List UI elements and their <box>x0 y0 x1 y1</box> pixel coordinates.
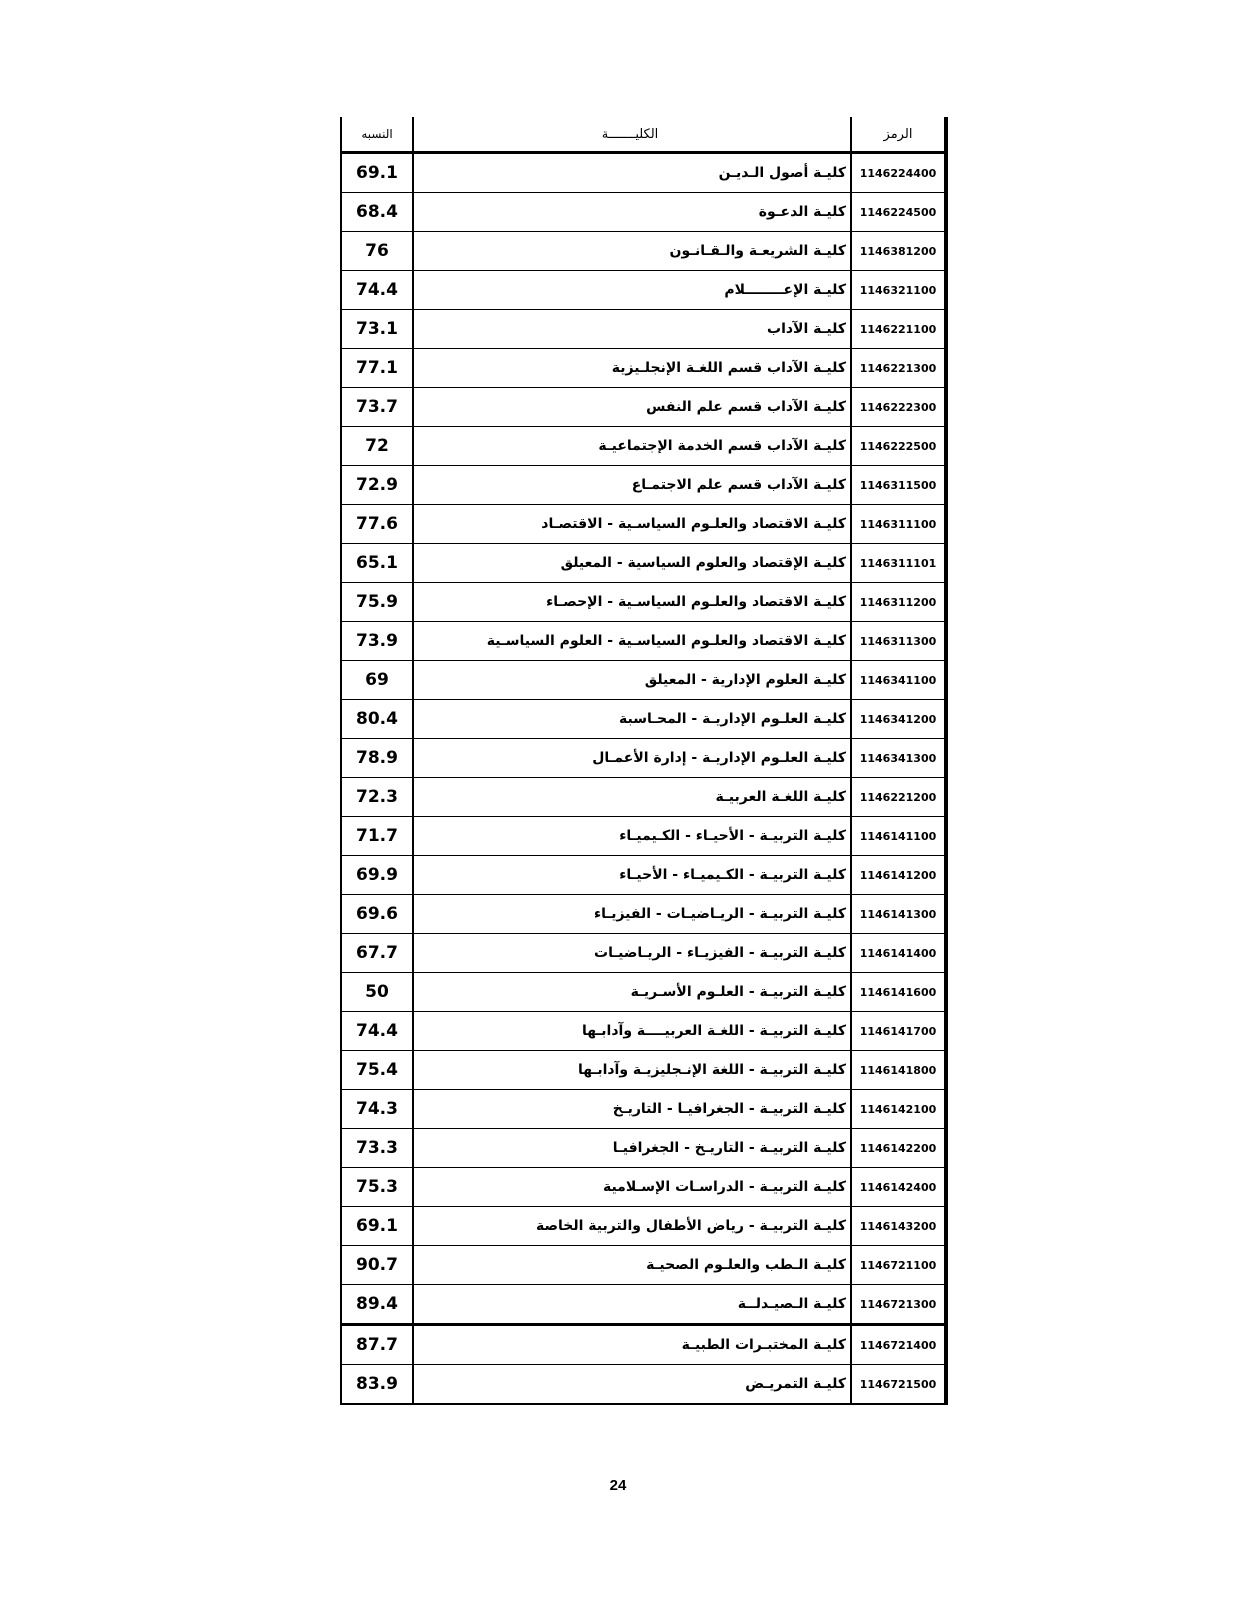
row-percent: 87.7 <box>341 1325 413 1365</box>
row-percent: 73.1 <box>341 310 413 349</box>
row-percent: 80.4 <box>341 700 413 739</box>
row-percent: 83.9 <box>341 1365 413 1405</box>
table-row <box>341 1246 946 1285</box>
row-percent: 72.3 <box>341 778 413 817</box>
row-code: 1146141100 <box>851 817 946 856</box>
row-college-name: كليـة اللغـة العربيـة <box>413 778 851 817</box>
row-code: 1146221300 <box>851 349 946 388</box>
table-row <box>341 583 946 622</box>
row-college-name: كليـة الآداب قسم علم الاجتمـاع <box>413 466 851 505</box>
row-college-name: كليـة الدعـوة <box>413 193 851 232</box>
table-row <box>341 622 946 661</box>
row-code: 1146141300 <box>851 895 946 934</box>
row-code: 1146141400 <box>851 934 946 973</box>
row-percent: 76 <box>341 232 413 271</box>
row-percent: 75.3 <box>341 1168 413 1207</box>
row-college-name: كليـة التربيـة - الريـاضيـات - الفيزيـاء <box>413 895 851 934</box>
table-row <box>341 232 946 271</box>
row-code: 1146341200 <box>851 700 946 739</box>
header-college: الكليـــــــة <box>413 117 851 153</box>
row-code: 1146341300 <box>851 739 946 778</box>
row-percent: 74.4 <box>341 1012 413 1051</box>
table-row <box>341 700 946 739</box>
row-college-name: كليـة الـطب والعلـوم الصحيـة <box>413 1246 851 1285</box>
row-code: 1146341100 <box>851 661 946 700</box>
row-college-name: كليـة أصول الـديـن <box>413 153 851 193</box>
row-college-name: كليـة الإقتصاد والعلوم السياسية - المعيلق <box>413 544 851 583</box>
row-percent: 75.4 <box>341 1051 413 1090</box>
row-code: 1146311200 <box>851 583 946 622</box>
row-code: 1146142200 <box>851 1129 946 1168</box>
row-percent: 90.7 <box>341 1246 413 1285</box>
table-row <box>341 1090 946 1129</box>
row-college-name: كليـة التربيـة - الفيزيـاء - الريـاضيـات <box>413 934 851 973</box>
row-code: 1146381200 <box>851 232 946 271</box>
table-row <box>341 153 946 193</box>
row-code: 1146224500 <box>851 193 946 232</box>
row-percent: 77.1 <box>341 349 413 388</box>
row-college-name: كليـة الاقتصاد والعلـوم السياسـية - الإحصـاء <box>413 583 851 622</box>
row-college-name: كليـة التربيـة - رياض الأطفال والتربية الخاصة <box>413 1207 851 1246</box>
row-percent: 65.1 <box>341 544 413 583</box>
row-percent: 69.9 <box>341 856 413 895</box>
table-row <box>341 973 946 1012</box>
row-college-name: كليـة الإعــــــــلام <box>413 271 851 310</box>
header-percent: النسبه <box>341 117 413 153</box>
row-code: 1146221200 <box>851 778 946 817</box>
row-college-name: كليـة التربيـة - الأحيـاء - الكـيميـاء <box>413 817 851 856</box>
row-percent: 72.9 <box>341 466 413 505</box>
row-code: 1146141600 <box>851 973 946 1012</box>
row-code: 1146142100 <box>851 1090 946 1129</box>
row-percent: 78.9 <box>341 739 413 778</box>
header-code: الرمز <box>851 117 946 153</box>
row-percent: 50 <box>341 973 413 1012</box>
table-row <box>341 934 946 973</box>
table-row <box>341 466 946 505</box>
row-percent: 75.9 <box>341 583 413 622</box>
row-code: 1146222300 <box>851 388 946 427</box>
table-row <box>341 505 946 544</box>
row-college-name: كليـة العلـوم الإداريـة - إدارة الأعمـال <box>413 739 851 778</box>
row-college-name: كليـة التربيـة - الجغرافيـا - التاريـخ <box>413 1090 851 1129</box>
table-row <box>341 856 946 895</box>
header-row <box>341 117 946 153</box>
table-row <box>341 271 946 310</box>
row-college-name: كليـة الشريعـة والـقـانـون <box>413 232 851 271</box>
row-college-name: كليـة الاقتصاد والعلـوم السياسـية - الاقتصـاد <box>413 505 851 544</box>
row-college-name: كليـة التمريـض <box>413 1365 851 1405</box>
row-percent: 69.1 <box>341 1207 413 1246</box>
row-college-name: كليـة الآداب قسم اللغـة الإنجلـيزية <box>413 349 851 388</box>
row-percent: 69 <box>341 661 413 700</box>
table-row <box>341 427 946 466</box>
row-code: 1146141700 <box>851 1012 946 1051</box>
row-percent: 69.6 <box>341 895 413 934</box>
table-row <box>341 193 946 232</box>
table-row <box>341 349 946 388</box>
row-code: 1146721500 <box>851 1365 946 1405</box>
row-percent: 73.3 <box>341 1129 413 1168</box>
table-row <box>341 895 946 934</box>
row-college-name: كليـة التربيـة - الدراسـات الإسـلامية <box>413 1168 851 1207</box>
row-code: 1146222500 <box>851 427 946 466</box>
colleges-percent-table <box>340 117 948 1405</box>
row-college-name: كليـة التربيـة - التاريـخ - الجغرافيـا <box>413 1129 851 1168</box>
row-college-name: كليـة العلـوم الإداريـة - المحـاسبة <box>413 700 851 739</box>
row-code: 1146221100 <box>851 310 946 349</box>
row-code: 1146721400 <box>851 1325 946 1365</box>
page-number: 24 <box>609 1477 627 1494</box>
row-code: 1146721100 <box>851 1246 946 1285</box>
table-row <box>341 739 946 778</box>
row-percent: 69.1 <box>341 153 413 193</box>
row-code: 1146311101 <box>851 544 946 583</box>
table-row <box>341 544 946 583</box>
row-college-name: كليـة المختبـرات الطبيـة <box>413 1325 851 1365</box>
table-row <box>341 1168 946 1207</box>
row-percent: 67.7 <box>341 934 413 973</box>
table-row <box>341 1129 946 1168</box>
row-college-name: كليـة التربيـة - اللغة الإنـجليزيـة وآدابـها <box>413 1051 851 1090</box>
table-row <box>341 1285 946 1325</box>
row-percent: 73.7 <box>341 388 413 427</box>
row-college-name: كليـة التربيـة - اللغـة العربيــــة وآدابـها <box>413 1012 851 1051</box>
table-row <box>341 778 946 817</box>
table-row <box>341 661 946 700</box>
row-percent: 74.3 <box>341 1090 413 1129</box>
table-row <box>341 817 946 856</box>
row-college-name: كليـة التربيـة - الكـيميـاء - الأحيـاء <box>413 856 851 895</box>
row-percent: 68.4 <box>341 193 413 232</box>
table-body <box>341 153 946 1405</box>
table-row <box>341 1365 946 1405</box>
table-row <box>341 1207 946 1246</box>
row-code: 1146142400 <box>851 1168 946 1207</box>
row-percent: 77.6 <box>341 505 413 544</box>
table-row <box>341 1012 946 1051</box>
row-code: 1146143200 <box>851 1207 946 1246</box>
row-code: 1146141800 <box>851 1051 946 1090</box>
table-row <box>341 388 946 427</box>
row-college-name: كليـة التربيـة - العلـوم الأسـريـة <box>413 973 851 1012</box>
table-row <box>341 1325 946 1365</box>
row-college-name: كليـة الآداب قسم الخدمة الإجتماعيـة <box>413 427 851 466</box>
row-college-name: كليـة الاقتصاد والعلـوم السياسـية - العلوم السياسـية <box>413 622 851 661</box>
row-college-name: كليـة الآداب قسم علم النفس <box>413 388 851 427</box>
row-percent: 72 <box>341 427 413 466</box>
row-percent: 89.4 <box>341 1285 413 1325</box>
row-code: 1146311100 <box>851 505 946 544</box>
table-header <box>341 117 946 153</box>
table-row <box>341 1051 946 1090</box>
row-code: 1146321100 <box>851 271 946 310</box>
row-code: 1146224400 <box>851 153 946 193</box>
row-code: 1146311500 <box>851 466 946 505</box>
row-percent: 73.9 <box>341 622 413 661</box>
table-row <box>341 310 946 349</box>
row-code: 1146141200 <box>851 856 946 895</box>
row-code: 1146721300 <box>851 1285 946 1325</box>
row-percent: 71.7 <box>341 817 413 856</box>
row-percent: 74.4 <box>341 271 413 310</box>
row-college-name: كليـة الآداب <box>413 310 851 349</box>
row-college-name: كليـة العلوم الإدارية - المعيلق <box>413 661 851 700</box>
row-college-name: كليـة الـصيـدلــة <box>413 1285 851 1325</box>
row-code: 1146311300 <box>851 622 946 661</box>
